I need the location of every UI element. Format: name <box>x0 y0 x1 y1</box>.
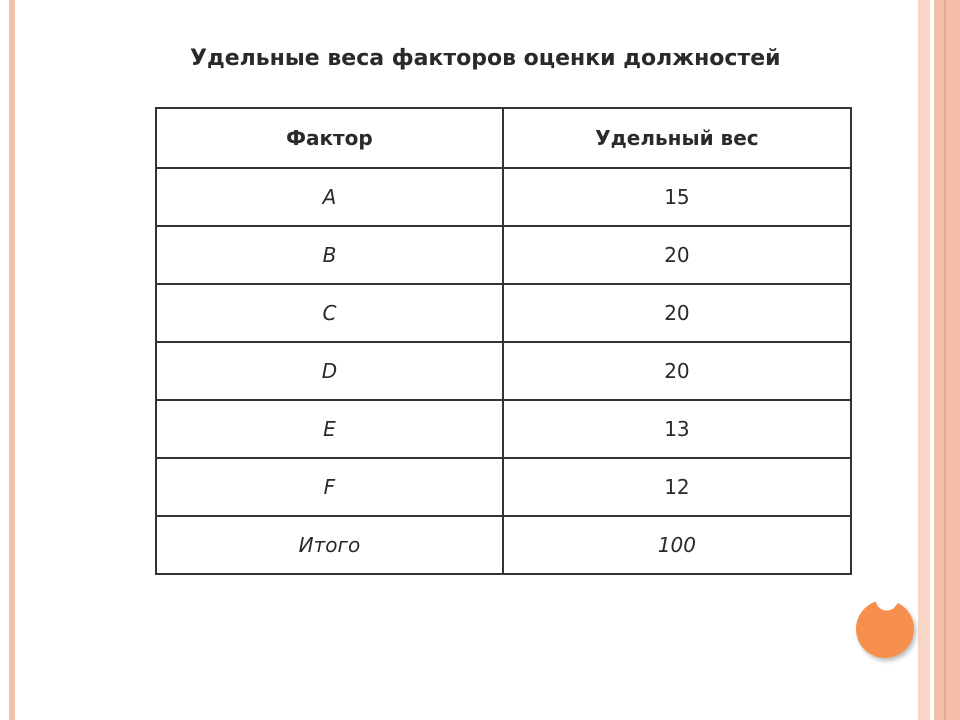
table-row <box>156 342 851 400</box>
header-weight: Удельный вес <box>503 108 851 168</box>
table-row <box>156 226 851 284</box>
total-row <box>156 516 851 574</box>
weight-cell: 13 <box>503 400 851 458</box>
slide-frame-right <box>918 0 930 720</box>
factor-cell: B <box>156 226 503 284</box>
total-label: Итого <box>156 516 503 574</box>
table-row <box>156 168 851 226</box>
decorative-circle-icon <box>856 600 914 658</box>
table-row <box>156 284 851 342</box>
factor-cell: E <box>156 400 503 458</box>
weights-table <box>155 107 852 575</box>
weight-cell: 12 <box>503 458 851 516</box>
slide-frame-left <box>9 0 15 720</box>
weight-cell: 20 <box>503 284 851 342</box>
table-header-row <box>156 108 851 168</box>
header-factor: Фактор <box>156 108 503 168</box>
factor-cell: C <box>156 284 503 342</box>
slide-frame-right-line <box>944 0 946 720</box>
weight-cell: 15 <box>503 168 851 226</box>
total-value: 100 <box>503 516 851 574</box>
table-row <box>156 458 851 516</box>
slide-frame-right-band <box>934 0 960 720</box>
weight-cell: 20 <box>503 342 851 400</box>
factor-cell: F <box>156 458 503 516</box>
factor-cell: A <box>156 168 503 226</box>
factor-cell: D <box>156 342 503 400</box>
weight-cell: 20 <box>503 226 851 284</box>
page-title: Удельные веса факторов оценки должностей <box>190 46 781 71</box>
table-row <box>156 400 851 458</box>
